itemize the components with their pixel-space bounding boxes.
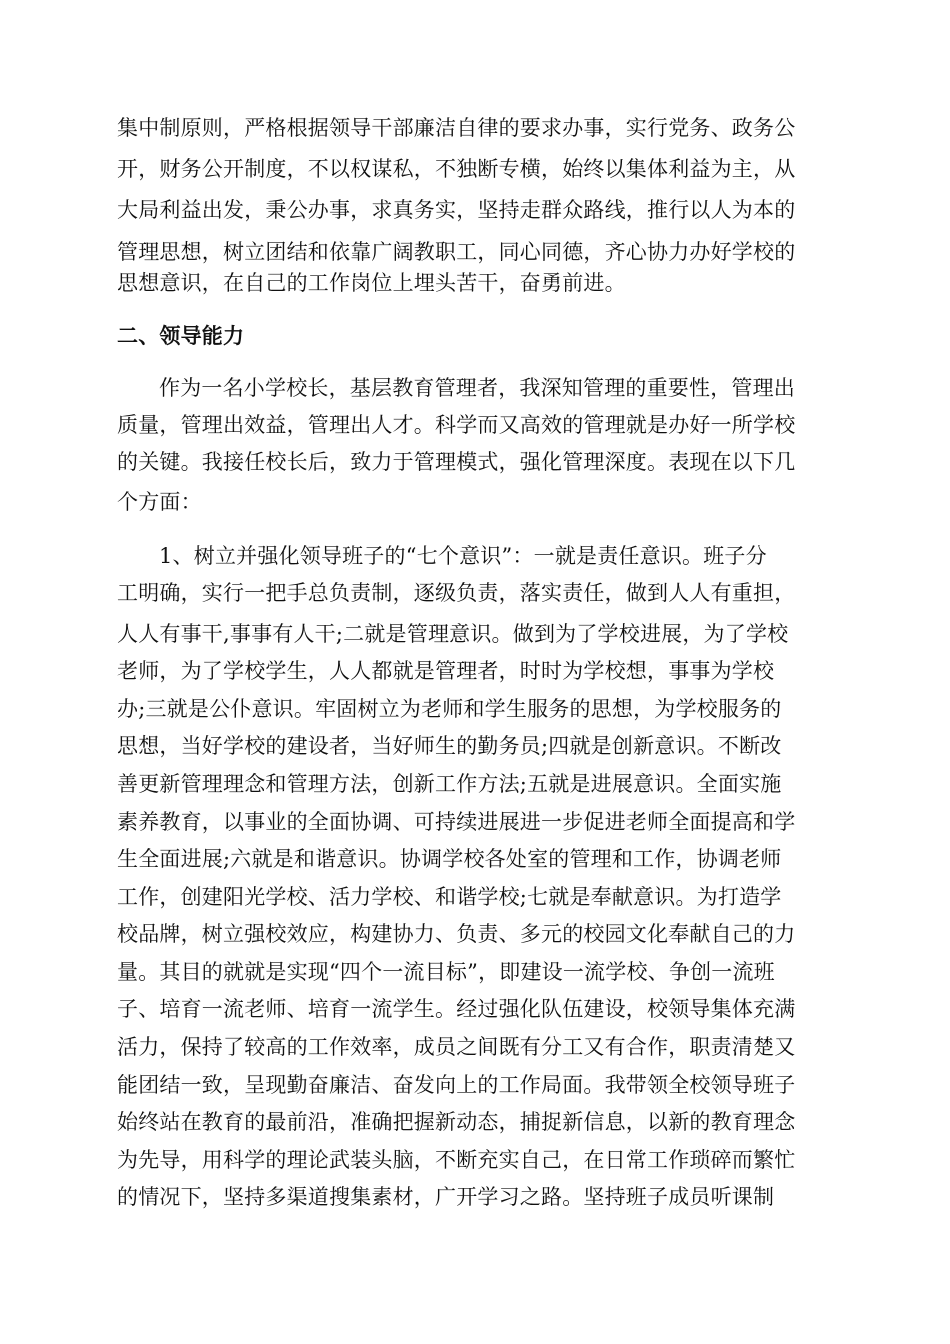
text-line: 1、树立并强化领导班子的“七个意识”：一就是责任意识。班子分 xyxy=(159,544,767,568)
text-line: 老师，为了学校学生，人人都就是管理者，时时为学校想，事事为学校 xyxy=(117,659,775,683)
text-line: 能团结一致，呈现勤奋廉洁、奋发向上的工作局面。我带领全校领导班子 xyxy=(117,1073,796,1097)
text-line: 思想意识，在自己的工作岗位上埋头苦干，奋勇前进。 xyxy=(117,271,626,295)
text-line: 集中制原则，严格根据领导干部廉洁自律的要求办事，实行党务、政务公 xyxy=(117,116,796,140)
text-line: 子、培育一流老师、培育一流学生。经过强化队伍建设，校领导集体充满 xyxy=(117,997,796,1021)
text-line: 始终站在教育的最前沿，准确把握新动态，捕捉新信息，以新的教育理念 xyxy=(117,1110,796,1134)
text-line: 的关键。我接任校长后，致力于管理模式，强化管理深度。表现在以下几 xyxy=(117,450,796,474)
text-line: 思想，当好学校的建设者，当好师生的勤务员;四就是创新意识。不断改 xyxy=(117,734,782,758)
text-line: 校品牌，树立强校效应，构建协力、负责、多元的校园文化奉献自己的力 xyxy=(117,922,796,946)
text-line: 善更新管理理念和管理方法，创新工作方法;五就是进展意识。全面实施 xyxy=(117,772,782,796)
text-line: 人人有事干,事事有人干;二就是管理意识。做到为了学校进展，为了学校 xyxy=(117,622,789,646)
text-line: 素养教育，以事业的全面协调、可持续进展进一步促进老师全面提高和学 xyxy=(117,810,796,834)
text-line: 活力，保持了较高的工作效率，成员之间既有分工又有合作，职责清楚又 xyxy=(117,1035,796,1059)
text-line: 个方面： xyxy=(117,490,202,514)
text-line: 工作，创建阳光学校、活力学校、和谐学校;七就是奉献意识。为打造学 xyxy=(117,885,782,909)
text-line: 的情况下，坚持多渠道搜集素材，广开学习之路。坚持班子成员听课制 xyxy=(117,1185,775,1209)
text-line: 办;三就是公仆意识。牢固树立为老师和学生服务的思想，为学校服务的 xyxy=(117,697,782,721)
text-line: 质量，管理出效益，管理出人才。科学而又高效的管理就是办好一所学校 xyxy=(117,413,796,437)
text-line: 开，财务公开制度，不以权谋私，不独断专横，始终以集体利益为主，从 xyxy=(117,157,796,181)
text-line: 生全面进展;六就是和谐意识。协调学校各处室的管理和工作，协调老师 xyxy=(117,847,782,871)
text-line: 作为一名小学校长，基层教育管理者，我深知管理的重要性，管理出 xyxy=(159,376,795,400)
text-line: 大局利益出发，秉公办事，求真务实，坚持走群众路线，推行以人为本的 xyxy=(117,198,796,222)
text-line: 工明确，实行一把手总负责制，逐级负责，落实责任，做到人人有重担， xyxy=(117,581,796,605)
text-line: 为先导，用科学的理论武装头脑，不断充实自己，在日常工作琐碎而繁忙 xyxy=(117,1148,796,1172)
text-line: 管理思想，树立团结和依靠广阔教职工，同心同德，齐心协力办好学校的 xyxy=(117,240,796,264)
text-line: 量。其目的就就是实现“四个一流目标”，即建设一流学校、争创一流班 xyxy=(117,960,775,984)
section-heading: 二、领导能力 xyxy=(117,324,245,348)
